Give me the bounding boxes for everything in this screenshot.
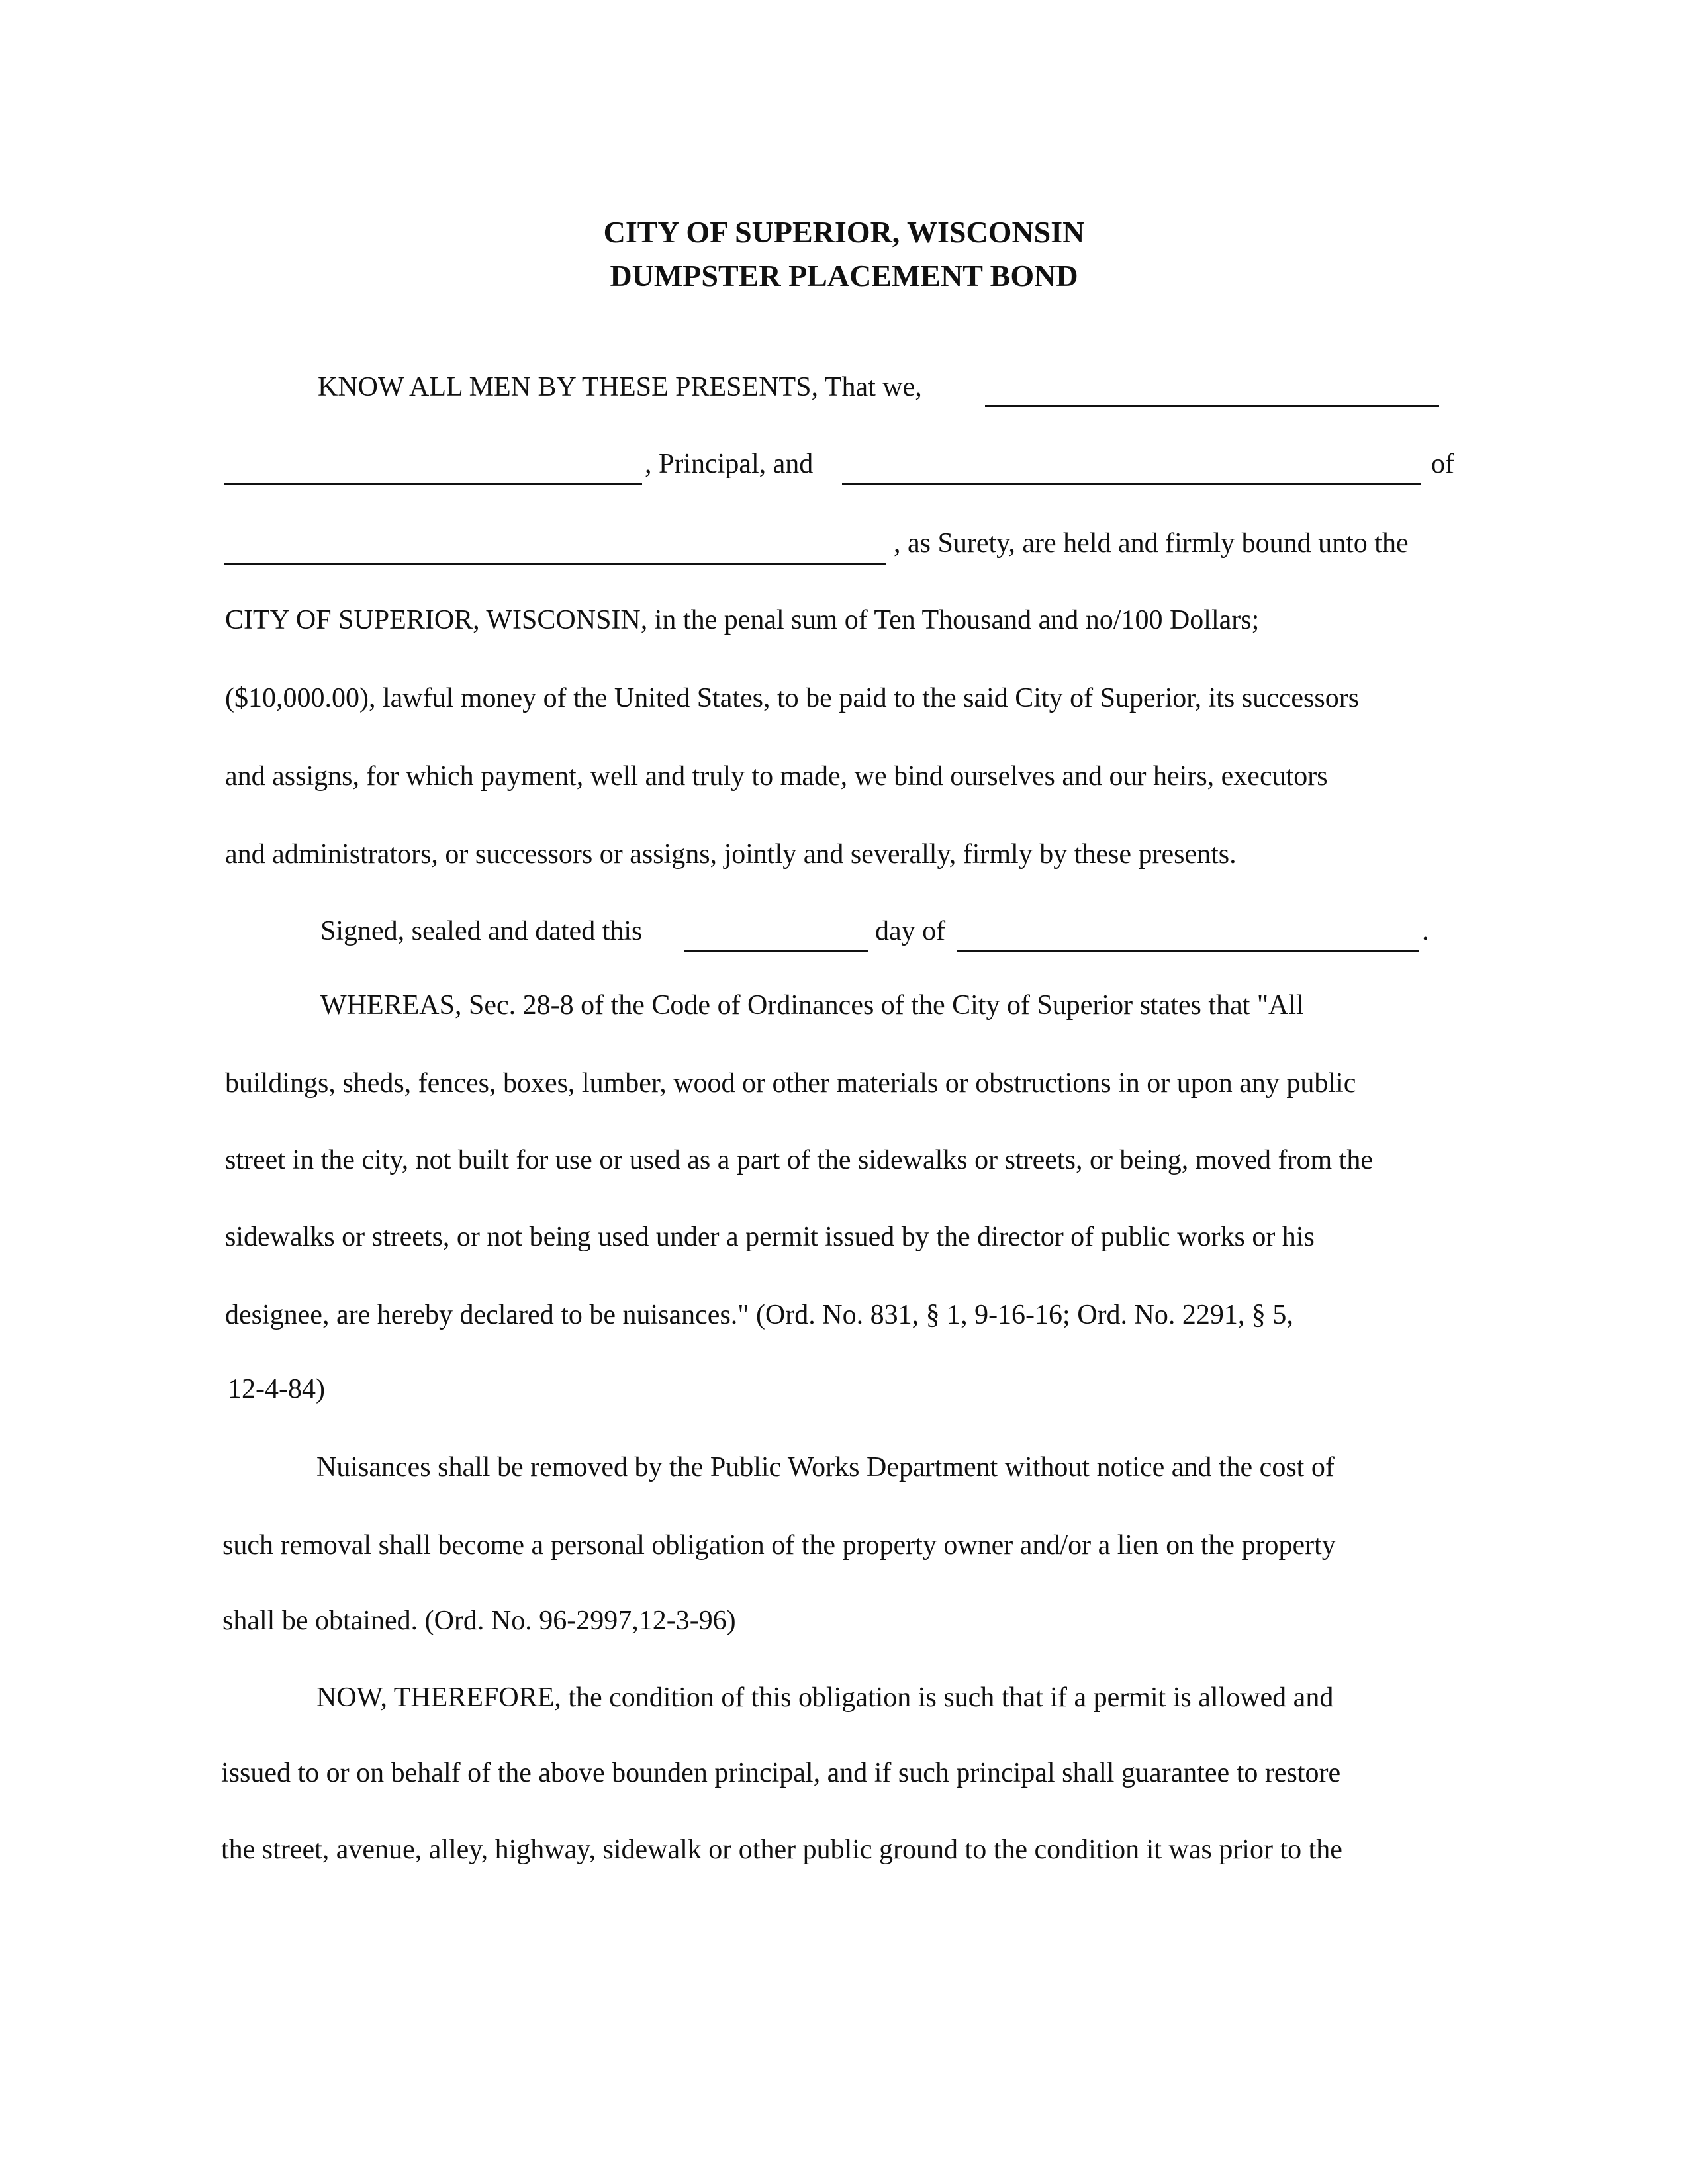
surety-text: , as Surety, are held and firmly bound unto the — [894, 528, 1409, 559]
paragraph-line: such removal shall become a personal obligation of the property owner and/or a lien on the property — [222, 1530, 1336, 1561]
paragraph-line: buildings, sheds, fences, boxes, lumber, wood or other materials or obstructions in or upon any public — [225, 1068, 1356, 1099]
title-line-1: CITY OF SUPERIOR, WISCONSIN — [603, 215, 1085, 249]
paragraph-line: NOW, THEREFORE, the condition of this obligation is such that if a permit is allowed and — [316, 1682, 1334, 1713]
of-label: of — [1431, 449, 1454, 479]
principal-name-field-continued[interactable] — [224, 483, 642, 485]
title-line-2: DUMPSTER PLACEMENT BOND — [610, 259, 1078, 293]
month-year-field[interactable] — [957, 950, 1419, 952]
intro-text: KNOW ALL MEN BY THESE PRESENTS, That we, — [318, 372, 922, 402]
paragraph-line: ($10,000.00), lawful money of the United States, to be paid to the said City of Superior, its successors — [225, 683, 1360, 713]
signed-label: Signed, sealed and dated this — [320, 916, 643, 946]
paragraph-line: and assigns, for which payment, well and truly to made, we bind ourselves and our heirs, executors — [225, 761, 1328, 792]
surety-address-field[interactable] — [224, 563, 886, 565]
paragraph-line: WHEREAS, Sec. 28-8 of the Code of Ordinances of the City of Superior states that "All — [320, 990, 1304, 1021]
paragraph-line: shall be obtained. (Ord. No. 96-2997,12-3-96) — [222, 1606, 736, 1636]
document-title — [0, 210, 1688, 298]
paragraph-line: 12-4-84) — [228, 1374, 325, 1404]
principal-label: , Principal, and — [645, 449, 814, 479]
surety-name-field[interactable] — [842, 483, 1421, 485]
principal-name-field[interactable] — [985, 405, 1439, 407]
paragraph-line: Nuisances shall be removed by the Public Works Department without notice and the cost of — [316, 1452, 1335, 1482]
paragraph-line: street in the city, not built for use or used as a part of the sidewalks or streets, or being, moved from the — [225, 1145, 1373, 1175]
paragraph-line: the street, avenue, alley, highway, sidewalk or other public ground to the condition it was prior to the — [221, 1835, 1342, 1865]
period: . — [1422, 916, 1429, 946]
day-field[interactable] — [684, 950, 868, 952]
day-of-label: day of — [875, 916, 946, 946]
paragraph-line: CITY OF SUPERIOR, WISCONSIN, in the penal sum of Ten Thousand and no/100 Dollars; — [225, 605, 1260, 635]
paragraph-line: and administrators, or successors or assigns, jointly and severally, firmly by these presents. — [225, 839, 1237, 870]
paragraph-line: issued to or on behalf of the above bounden principal, and if such principal shall guarantee to restore — [221, 1758, 1341, 1788]
paragraph-line: sidewalks or streets, or not being used under a permit issued by the director of public works or his — [225, 1222, 1315, 1252]
paragraph-line: designee, are hereby declared to be nuisances." (Ord. No. 831, § 1, 9-16-16; Ord. No. 2291, § 5, — [225, 1300, 1293, 1330]
